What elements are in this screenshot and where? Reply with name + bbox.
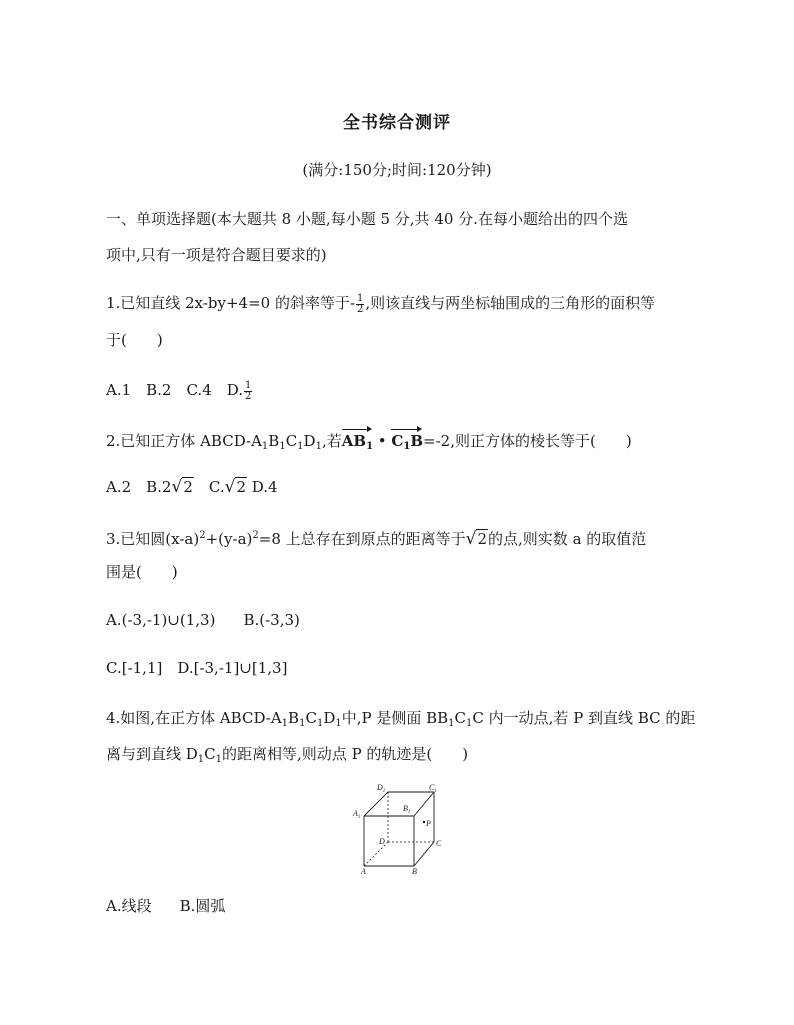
question-3-line2: 围是( ) [106,563,178,581]
question-4-opt-a: A.线段 [106,897,152,915]
subscript: 1 [366,441,374,452]
question-4-line2-a: 离与到直线 D [106,745,198,763]
vector-c1b-text-b: B [410,432,424,450]
edge-b1c1 [414,792,434,816]
label-c: C [436,839,442,848]
superscript: 2 [252,530,259,541]
label-d1: $D_1$ [377,783,386,794]
radicand: 2 [183,478,193,496]
question-2-text-e: =-2,则正方体的棱长等于( ) [423,432,632,450]
question-2-ruo: ,若 [321,432,342,450]
sqrt-symbol: √2 [465,529,488,549]
question-1-options [106,380,253,402]
label-a: A [361,867,366,876]
vector-ab1-text: AB [341,432,367,450]
question-3-text-c: =8 上总存在到原点的距离等于 [258,530,466,548]
subscript: 1 [261,441,269,452]
question-3-line1 [106,526,646,549]
question-2-opt-ab: A.2 B.2 [106,478,172,496]
question-3-options-cd: C.[-1,1] D.[-3,-1]∪[1,3] [106,659,288,677]
question-4-text-b: B [288,709,300,727]
question-4-opt-b: B.圆弧 [179,897,226,915]
question-1-options-text: A.1 B.2 C.4 D. [106,381,243,399]
label-b: B [412,867,417,876]
question-2-options [106,477,278,497]
question-3-text-b: +(y-a) [205,530,253,548]
subscript: 1 [403,441,411,452]
radicand: 2 [236,478,246,496]
label-c1: $C_1$ [429,783,437,794]
question-2-line1 [106,428,632,457]
question-4-text-c: C [305,709,317,727]
section-heading-line2: 项中,只有一项是符合题目要求的) [106,246,327,264]
question-4-text-a: 4.如图,在正方体 ABCD-A [106,709,282,727]
question-3-options-ab [106,610,300,630]
question-3-opt-a: A.(-3,-1)∪(1,3) [106,611,216,629]
dot-product: • [373,432,392,450]
subscript: 1 [315,441,322,452]
fraction-numerator: 1 [245,379,252,391]
superscript: 2 [199,530,206,541]
question-4-line2-b: C [204,745,216,763]
edge-bc [414,842,434,866]
question-3-text-d: 的点,则实数 a 的取值范 [488,530,647,548]
vector-ab1 [342,428,373,457]
question-4-options [106,896,225,916]
page-title: 全书综合测评 [343,113,451,133]
question-1-line2: 于( ) [106,331,163,349]
question-4-line2-c: 的距离相等,则动点 P 的轨迹是( ) [222,745,469,763]
question-4-text-g: C 内一动点,若 P 到直线 BC 的距 [472,709,696,727]
subscript: 1 [448,718,455,729]
question-2-text-c: C [285,432,298,450]
subscript: 1 [316,718,324,729]
exam-info: (满分:150分;时间:120分钟) [302,161,492,179]
section-heading-line1: 一、单项选择题(本大题共 8 小题,每小题 5 分,共 40 分.在每小题给出的四个选 [106,210,628,228]
cube-figure [348,778,448,878]
subscript: 1 [281,718,289,729]
question-1-text-b: ,则该直线与两坐标轴围成的三角形的面积等 [365,294,656,312]
question-2-text-d: D [303,432,316,450]
question-4-text-f: C [454,709,467,727]
question-3-text-a: 3.已知圆(x-a) [106,530,200,548]
question-4-text-d: D [323,709,336,727]
question-1-text-a: 1.已知直线 2x-by+4=0 的斜率等于- [106,294,356,312]
fraction-denominator: 2 [245,390,252,402]
question-2-text-b: B [268,432,280,450]
question-3-opt-b: B.(-3,3) [243,611,300,629]
fraction-numerator: 1 [357,292,364,304]
fraction [356,294,364,315]
question-2-opt-d: D.4 [246,478,278,496]
vector-c1b [391,428,423,457]
fraction-denominator: 2 [357,303,364,315]
label-d: D [379,837,385,846]
subscript: 1 [215,754,223,765]
question-2-text-a: 2.已知正方体 ABCD-A [106,432,262,450]
radicand: 2 [477,530,488,548]
question-1-line1 [106,293,655,315]
vector-c1b-text-a: C [391,432,404,450]
sqrt-symbol: √2 [171,477,193,497]
question-4-text-e: 中,P 是侧面 BB [341,709,449,727]
edge-a1d1 [364,792,388,816]
label-a1: $A_1$ [353,809,361,820]
subscript: 1 [297,441,304,452]
subscript: 1 [335,718,342,729]
subscript: 1 [299,718,306,729]
fraction [244,381,252,402]
question-4-line2 [106,744,468,770]
subscript: 1 [466,718,473,729]
subscript: 1 [197,754,205,765]
question-2-opt-c: C. [193,478,225,496]
sqrt-symbol: √2 [224,477,246,497]
question-4-line1 [106,708,695,734]
point-p [423,821,425,823]
subscript: 1 [279,441,286,452]
label-p: P [426,819,431,828]
label-b1: $B_1$ [403,804,411,815]
